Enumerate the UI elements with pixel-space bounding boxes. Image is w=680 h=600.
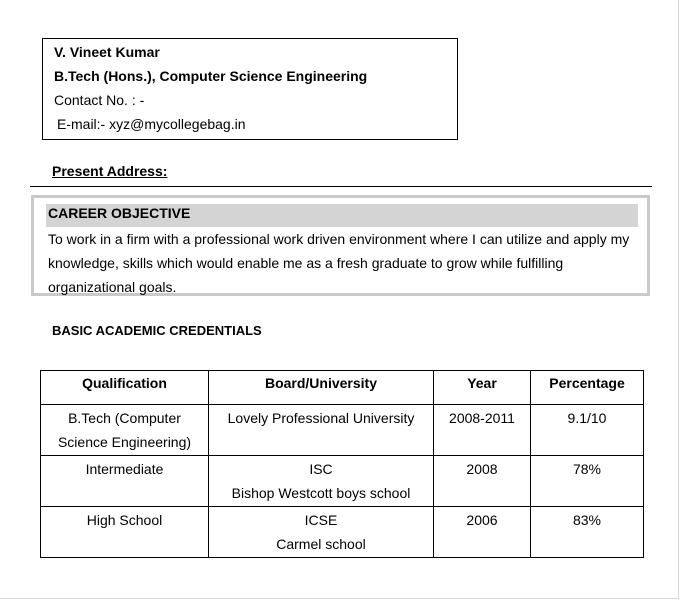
cell-line: High School — [86, 512, 163, 528]
candidate-degree: B.Tech (Hons.), Computer Science Engineering — [54, 68, 368, 84]
section-divider — [30, 186, 652, 187]
table-row — [41, 507, 644, 558]
cell-qualification — [41, 507, 209, 558]
cell-board — [209, 405, 434, 456]
candidate-name: V. Vineet Kumar — [54, 44, 160, 60]
career-objective-title: CAREER OBJECTIVE — [48, 205, 191, 221]
cell-line: Bishop Westcott boys school — [231, 485, 411, 501]
cell-year: 2008 — [434, 456, 531, 507]
cell-line: Science Engineering) — [57, 434, 192, 450]
email-address: E-mail:- xyz@mycollegebag.in — [57, 116, 246, 132]
credentials-title: BASIC ACADEMIC CREDENTIALS — [52, 323, 262, 338]
column-header-qualification: Qualification — [41, 371, 209, 405]
contact-header-box — [42, 38, 458, 140]
cell-line: Lovely Professional University — [227, 410, 415, 426]
cell-board — [209, 507, 434, 558]
table-row — [41, 405, 644, 456]
column-header-board: Board/University — [209, 371, 434, 405]
cell-qualification — [41, 405, 209, 456]
cell-year: 2006 — [434, 507, 531, 558]
cell-board — [209, 456, 434, 507]
contact-number: Contact No. : - — [54, 92, 145, 108]
cell-qualification — [41, 456, 209, 507]
cell-line: B.Tech (Computer — [68, 410, 181, 426]
career-objective-text — [48, 227, 640, 299]
career-objective-box — [31, 195, 650, 296]
career-objective-line: To work in a firm with a professional work driven environment where I can utilize and apply my — [48, 231, 630, 247]
column-header-percentage: Percentage — [531, 371, 644, 405]
cell-percentage: 78% — [531, 456, 644, 507]
credentials-table — [40, 370, 644, 558]
cell-line: Intermediate — [85, 461, 164, 477]
cell-line: ICSE — [304, 512, 338, 528]
cell-percentage: 9.1/10 — [531, 405, 644, 456]
table-header-row — [41, 371, 644, 405]
present-address-label: Present Address: — [52, 163, 168, 179]
career-objective-line: organizational goals. — [48, 279, 177, 295]
cell-line: ISC — [309, 461, 333, 477]
cell-year: 2008-2011 — [434, 405, 531, 456]
cell-line: Carmel school — [276, 536, 366, 552]
career-objective-line: knowledge, skills which would enable me as a fresh graduate to grow while fulfilling — [48, 255, 564, 271]
table-row — [41, 456, 644, 507]
column-header-year: Year — [434, 371, 531, 405]
cell-percentage: 83% — [531, 507, 644, 558]
